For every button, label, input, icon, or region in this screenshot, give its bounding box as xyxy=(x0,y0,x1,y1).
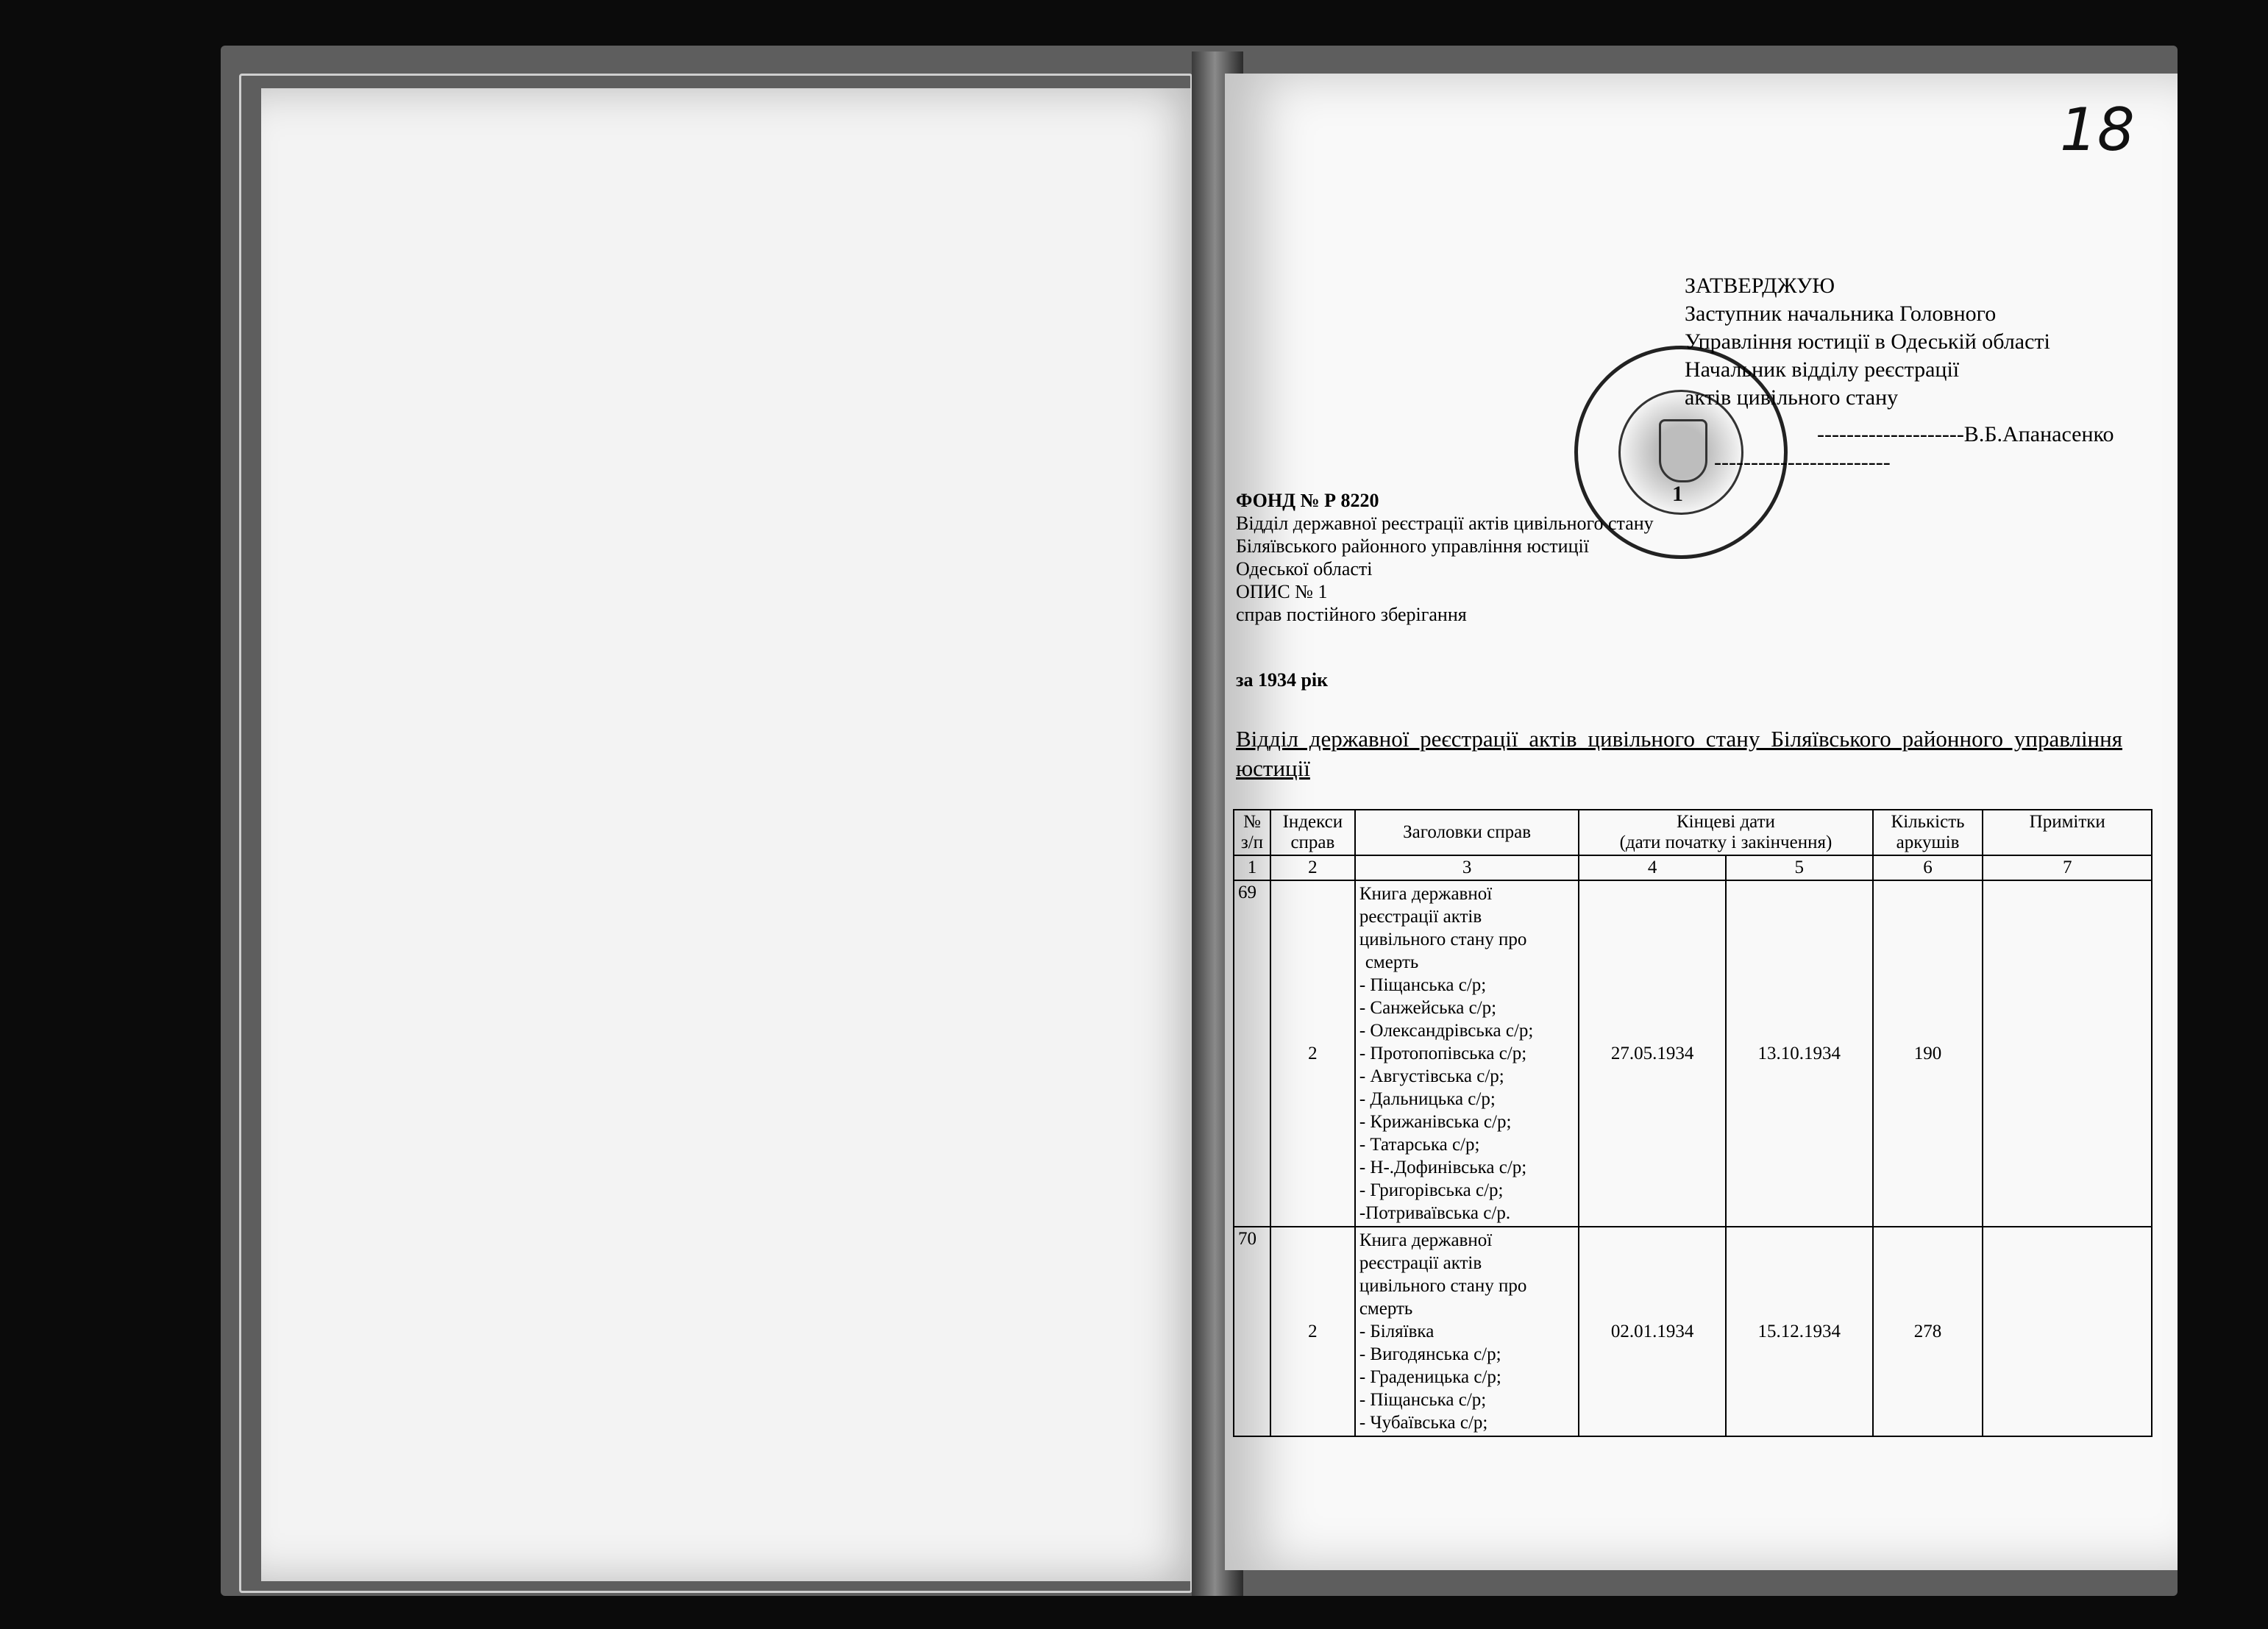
colnum-5: 5 xyxy=(1726,855,1873,880)
row-start-date: 02.01.1934 xyxy=(1579,1227,1726,1436)
row-index: 2 xyxy=(1270,1227,1355,1436)
title-line: - Граденицька с/р; xyxy=(1359,1367,1501,1387)
title-line: -Потриваївська с/р. xyxy=(1359,1203,1511,1223)
opys-kind: справ постійного зберігання xyxy=(1236,604,1467,625)
colnum-6: 6 xyxy=(1873,855,1983,880)
row-num: 70 xyxy=(1234,1227,1270,1436)
approval-date-line: ------------------------ xyxy=(1714,450,1891,474)
opys-year: за 1934 рік xyxy=(1236,669,1329,691)
title-line: цивільного стану про xyxy=(1359,930,1527,949)
header-dates xyxy=(1579,810,1872,855)
table-row xyxy=(1234,880,2152,1227)
colnum-1: 1 xyxy=(1234,855,1270,880)
row-title xyxy=(1355,880,1579,1227)
row-sheets: 278 xyxy=(1873,1227,1983,1436)
title-line: реєстрації актів xyxy=(1359,907,1482,927)
department-title: Відділ державної реєстрації актів цивільного стану Біляївського районного управління юстиції xyxy=(1236,726,2122,781)
colnum-2: 2 xyxy=(1270,855,1355,880)
table-header-row xyxy=(1234,810,2152,855)
fond-line-2: Біляївського районного управління юстиції xyxy=(1236,535,1589,557)
row-end-date: 15.12.1934 xyxy=(1726,1227,1873,1436)
title-line: - Н-.Дофинівська с/р; xyxy=(1359,1158,1527,1177)
approval-heading: ЗАТВЕРДЖУЮ xyxy=(1685,274,1835,298)
header-index: Індекси справ xyxy=(1270,810,1355,855)
table-colnum-row xyxy=(1234,855,2152,880)
title-line: - Санжейська с/р; xyxy=(1359,998,1497,1018)
approval-signatory: --------------------В.Б.Апанасенко xyxy=(1817,422,2114,446)
header-sheets: Кількість аркушів xyxy=(1873,810,1983,855)
inventory-table xyxy=(1233,809,2153,1437)
title-line: - Вигодянська с/р; xyxy=(1359,1344,1501,1364)
approval-position-1: Заступник начальника Головного xyxy=(1685,302,1997,326)
title-line: - Дальницька с/р; xyxy=(1359,1089,1496,1109)
approval-position-2: Управління юстиції в Одеській області xyxy=(1685,329,2050,354)
row-index: 2 xyxy=(1270,880,1355,1227)
header-dates-sub: (дати початку і закінчення) xyxy=(1619,833,1832,852)
header-notes: Примітки xyxy=(1983,810,2152,855)
fond-line-3: Одеської області xyxy=(1236,558,1373,580)
approval-position-4: актів цивільного стану xyxy=(1685,385,1899,410)
colnum-4: 4 xyxy=(1579,855,1726,880)
title-line: смерть xyxy=(1359,1299,1413,1319)
title-line: - Григорівська с/р; xyxy=(1359,1180,1504,1200)
title-line: смерть xyxy=(1365,952,1419,972)
title-line: - Піщанська с/р; xyxy=(1359,1390,1487,1410)
fond-number: ФОНД № Р 8220 xyxy=(1236,490,1379,511)
title-line: - Татарська с/р; xyxy=(1359,1135,1480,1155)
row-sheets: 190 xyxy=(1873,880,1983,1227)
title-line: - Августівська с/р; xyxy=(1359,1066,1504,1086)
page-number: 18 xyxy=(2060,96,2135,164)
fond-header xyxy=(1236,489,1654,626)
title-line: цивільного стану про xyxy=(1359,1276,1527,1296)
title-line: реєстрації актів xyxy=(1359,1253,1482,1273)
title-line: - Протопопівська с/р; xyxy=(1359,1044,1527,1063)
left-page-blank xyxy=(261,88,1210,1581)
row-end-date: 13.10.1934 xyxy=(1726,880,1873,1227)
row-notes xyxy=(1983,1227,2152,1436)
row-notes xyxy=(1983,880,2152,1227)
opys-number: ОПИС № 1 xyxy=(1236,581,1328,602)
row-num: 69 xyxy=(1234,880,1270,1227)
fond-line-1: Відділ державної реєстрації актів цивільного стану xyxy=(1236,513,1654,534)
row-start-date: 27.05.1934 xyxy=(1579,880,1726,1227)
seal-number: 1 xyxy=(1672,482,1683,506)
row-title xyxy=(1355,1227,1579,1436)
title-line: Книга державної xyxy=(1359,1230,1493,1250)
header-titles: Заголовки справ xyxy=(1355,810,1579,855)
title-line: - Піщанська с/р; xyxy=(1359,975,1487,995)
header-num: № з/п xyxy=(1234,810,1270,855)
title-line: - Біляївка xyxy=(1359,1322,1435,1341)
page-stack-edge xyxy=(239,74,1192,1593)
approval-position-3: Начальник відділу реєстрації xyxy=(1685,357,1960,382)
title-line: - Олександрівська с/р; xyxy=(1359,1021,1534,1041)
title-line: - Чубаївська с/р; xyxy=(1359,1413,1488,1433)
title-line: - Крижанівська с/р; xyxy=(1359,1112,1512,1132)
colnum-7: 7 xyxy=(1983,855,2152,880)
title-line: Книга державної xyxy=(1359,884,1493,904)
table-row xyxy=(1234,1227,2152,1436)
colnum-3: 3 xyxy=(1355,855,1579,880)
header-dates-label: Кінцеві дати xyxy=(1676,812,1775,832)
approval-block xyxy=(1685,272,2114,477)
